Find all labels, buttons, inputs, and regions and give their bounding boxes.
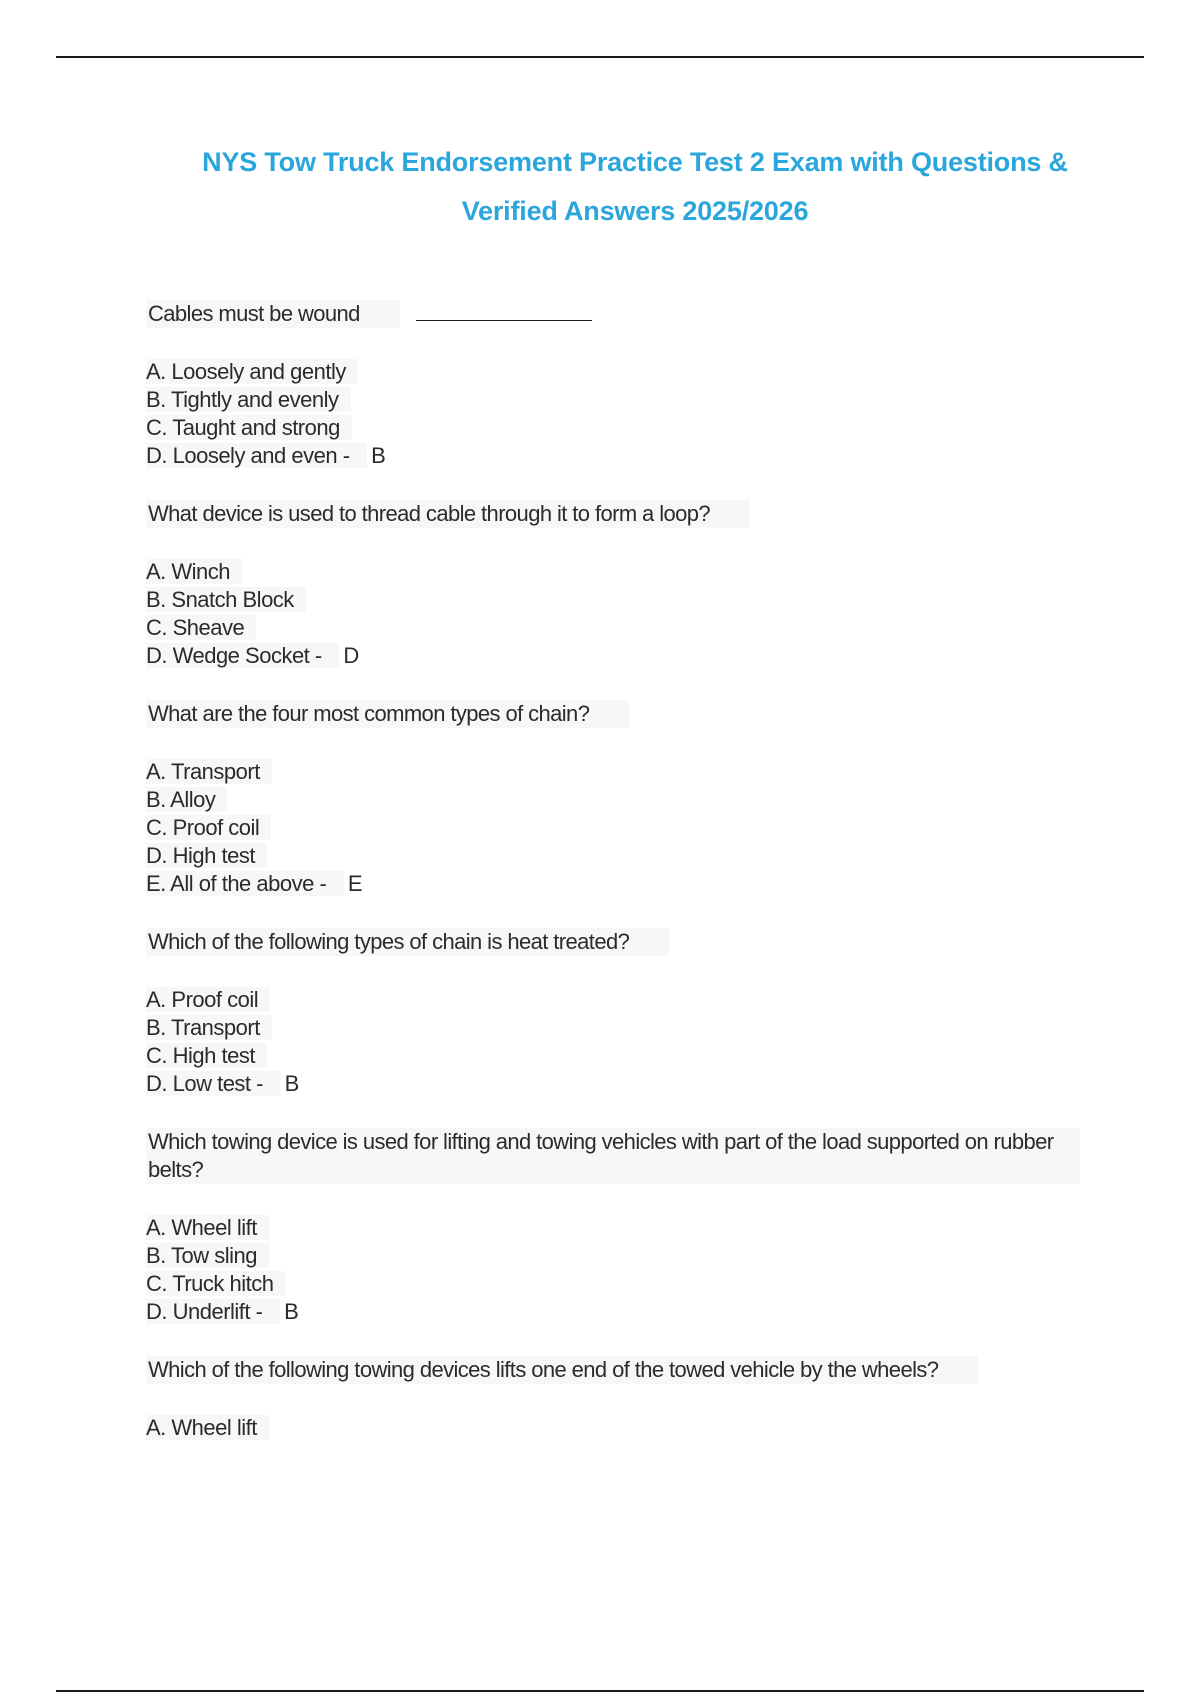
question-block (146, 700, 1086, 898)
answer-key: B (284, 1299, 299, 1324)
question-block (146, 1356, 1086, 1442)
option-item: B. Alloy (146, 786, 1086, 814)
option-list (146, 558, 1086, 670)
answer-blank (416, 298, 592, 321)
question-list (146, 298, 1086, 1472)
option-list (146, 986, 1086, 1098)
option-item: D. Wedge Socket - D (146, 643, 359, 668)
option-item: D. Underlift - B (146, 1299, 299, 1324)
question-text: What are the four most common types of chain? (146, 700, 629, 728)
answer-key: D (343, 643, 359, 668)
title-line-2: Verified Answers 2025/2026 (461, 196, 809, 226)
question-text: Cables must be wound (146, 300, 400, 328)
option-list (146, 758, 1086, 898)
option-item: A. Transport (146, 758, 1086, 786)
question-text: Which of the following towing devices lifts one end of the towed vehicle by the wheels? (146, 1356, 978, 1384)
document-title (140, 138, 1130, 236)
option-item: B. Tow sling (146, 1242, 1086, 1270)
option-list (146, 1414, 1086, 1442)
option-item: A. Wheel lift (146, 1214, 1086, 1242)
option-item: B. Snatch Block (146, 586, 1086, 614)
option-item: A. Proof coil (146, 986, 1086, 1014)
option-item: A. Wheel lift (146, 1414, 1086, 1442)
option-item: B. Transport (146, 1014, 1086, 1042)
option-item: D. Low test - B (146, 1071, 299, 1096)
question-block (146, 500, 1086, 670)
option-list (146, 1214, 1086, 1326)
option-item: A. Loosely and gently (146, 358, 1086, 386)
option-item: C. Sheave (146, 614, 1086, 642)
question-text: Which of the following types of chain is heat treated? (146, 928, 669, 956)
answer-key: B (284, 1071, 299, 1096)
option-item: D. High test (146, 842, 1086, 870)
option-item: E. All of the above - E (146, 871, 363, 896)
question-row (146, 298, 1086, 328)
answer-key: B (371, 443, 386, 468)
option-item: C. Taught and strong (146, 414, 1086, 442)
question-block (146, 298, 1086, 470)
option-list (146, 358, 1086, 470)
option-item: C. Proof coil (146, 814, 1086, 842)
answer-key: E (347, 871, 363, 896)
question-block (146, 928, 1086, 1098)
option-item: A. Winch (146, 558, 1086, 586)
question-text: What device is used to thread cable through it to form a loop? (146, 500, 750, 528)
option-item: B. Tightly and evenly (146, 386, 1086, 414)
option-item: C. High test (146, 1042, 1086, 1070)
option-item: D. Loosely and even - B (146, 443, 386, 468)
title-line-1: NYS Tow Truck Endorsement Practice Test 2 Exam with Questions & (202, 147, 1068, 177)
question-block (146, 1128, 1086, 1326)
question-text: Which towing device is used for lifting and towing vehicles with part of the load supported on rubber belts? (146, 1128, 1080, 1184)
option-item: C. Truck hitch (146, 1270, 1086, 1298)
bottom-rule (56, 1690, 1144, 1692)
top-rule (56, 56, 1144, 58)
